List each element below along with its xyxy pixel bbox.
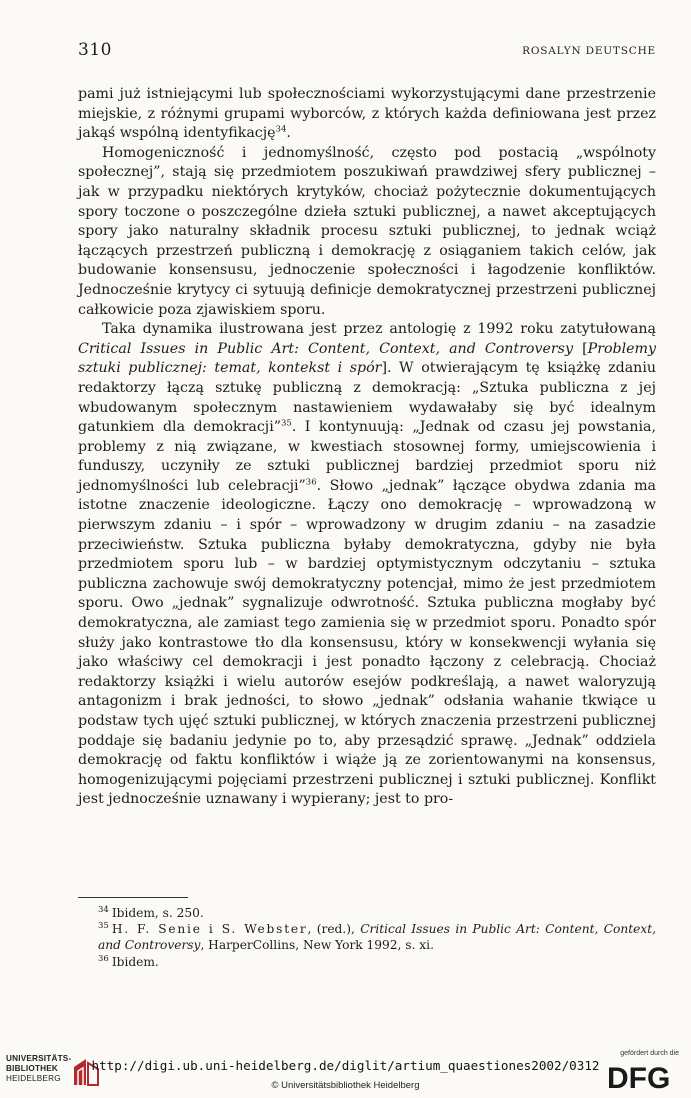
footnote-36: $^{36}$ Ibidem. bbox=[98, 953, 159, 969]
permalink-url[interactable]: http://digi.ub.uni-heidelberg.de/diglit/artium_quaestiones2002/0312 bbox=[91, 1058, 600, 1073]
book-title-english: Critical Issues in Public Art: Content, Context, and Controversy bbox=[78, 340, 573, 357]
paragraph: Taka dynamika ilustrowana jest przez antologię z 1992 roku zatytułowaną Critical Issues in Public Art: Content, Context, and Controversy [Problemy sztuki publicznej: temat, kontekst i spór]. W otwierającym tę książkę zdaniu redaktorzy łączą sztukę publiczną z demokracją: „Sztuka publiczna z jej wbudowanym społecznym nastawieniem wydawałaby się być idealnym gatunkiem dla demokracji”$^{35}$. I kontynuują: „Jednak od czasu jej powstania, problemy z nią związane, w kwestiach stosownej formy, umiejscowienia i funduszy, uczyniły ze sztuki publicznej bardziej przedmiot sporu niż jednomyślności lub celebracji”$^{36}$. Słowo „jednak” łączące obydwa zdania ma istotne znaczenie ideologiczne. Łączy ono demokrację – wprowadzoną w pierwszym zdaniu – i spór – wprowadzony w drugim zdaniu – na zasadzie przeciwieństw. Sztuka publiczna byłaby demokratyczna, gdyby nie była przedmiotem sporu lub – w bardziej optymistycznym odczytaniu – sztuka publiczna zachowuje swój demokratyczny potencjał, mimo że jest przedmiotem sporu. Owo „jednak” sygnalizuje odwrotność. Sztuka publiczna mogłaby być demokratyczna, ale zamiast tego zamienia się w przedmiot sporu. Ponadto spór służy jako kontrastowe tło dla konsensusu, który w konsekwencji wyłania się jako właściwy cel demokracji i jest ponadto łączony z celebracją. Chociaż redaktorzy książki i wielu autorów esejów podkreślają, a nawet waloryzują antagonizm i brak jedności, to słowo „jednak” odsłania wahanie tkwiące u podstaw tych ujęć sztuki publicznej, w których znaczenia przestrzeni publicznej poddaje się badaniu jedynie po to, aby przesądzić sprawę. „Jednak” oddziela demokrację od faktu konfliktów i wiąże ją ze zorientowanymi na konsensus, homogenizującymi pojęciami przestrzeni publicznej i sztuki publicznej. Konflikt jest jednocześnie uznawany i wypierany; jest to pro- bbox=[78, 321, 657, 808]
footnote-34: $^{34}$ Ibidem, s. 250. bbox=[98, 904, 204, 920]
footnotes bbox=[78, 905, 656, 970]
body-text bbox=[78, 85, 656, 810]
footnote-ref[interactable]: 34 bbox=[275, 124, 287, 135]
book-title-polish: Problemy sztuki publicznej: temat, kontekst i spór bbox=[78, 340, 657, 377]
dfg-caption: gefördert durch die bbox=[620, 1050, 679, 1057]
page-header bbox=[78, 40, 656, 70]
footnote-rule bbox=[78, 897, 188, 898]
paragraph: Homogeniczność i jednomyślność, często pod postacią „wspólnoty społecznej”, stają się przedmiotem poszukiwań prawdziwej sfery publicznej – jak w przypadku niektórych krytyków, chociaż pożytecznie dokumentujących spory toczone o poszczególne dzieła sztuki publicznej, a nawet akceptujących spory jako naturalny składnik procesu sztuki publicznej, to jednak wciąż łączących przestrzeń publiczną i demokrację z osiąganiem takich celów, jak budowanie konsensusu, jednoczenie społeczności i łagodzenie konfliktów. Jednocześnie krytycy ci sytuują definicje demokratycznej przestrzeni publicznej całkowicie poza zjawiskiem sporu. bbox=[78, 144, 656, 318]
dfg-logo[interactable] bbox=[599, 1050, 679, 1096]
page-number: 310 bbox=[78, 40, 112, 60]
paragraph: pami już istniejącymi lub społecznościami wykorzystującymi dane przestrzenie miejskie, z różnymi grupami wyborców, z których każda definiowana jest przez jakąś wspólną identyfikację$^{34}$. bbox=[78, 86, 656, 142]
footnote-ref[interactable]: 35 bbox=[280, 418, 292, 429]
footnote-35: $^{35}$ H. F. Senie i S. Webster, (red.), Critical Issues in Public Art: Content, Context, and Controversy, HarperCollins, New York 1992, s. xi. bbox=[98, 921, 656, 953]
copyright-notice: © Universitätsbibliothek Heidelberg bbox=[271, 1080, 420, 1091]
university-library-logo[interactable]: UNIVERSITÄTS- BIBLIOTHEK HEIDELBERG bbox=[6, 1054, 106, 1094]
dfg-logo-icon bbox=[607, 1062, 679, 1092]
page-footer bbox=[0, 1040, 691, 1098]
running-head: ROSALYN DEUTSCHE bbox=[522, 45, 656, 57]
svg-text:DFG: DFG bbox=[607, 1062, 671, 1092]
footnote-ref[interactable]: 36 bbox=[305, 477, 317, 488]
